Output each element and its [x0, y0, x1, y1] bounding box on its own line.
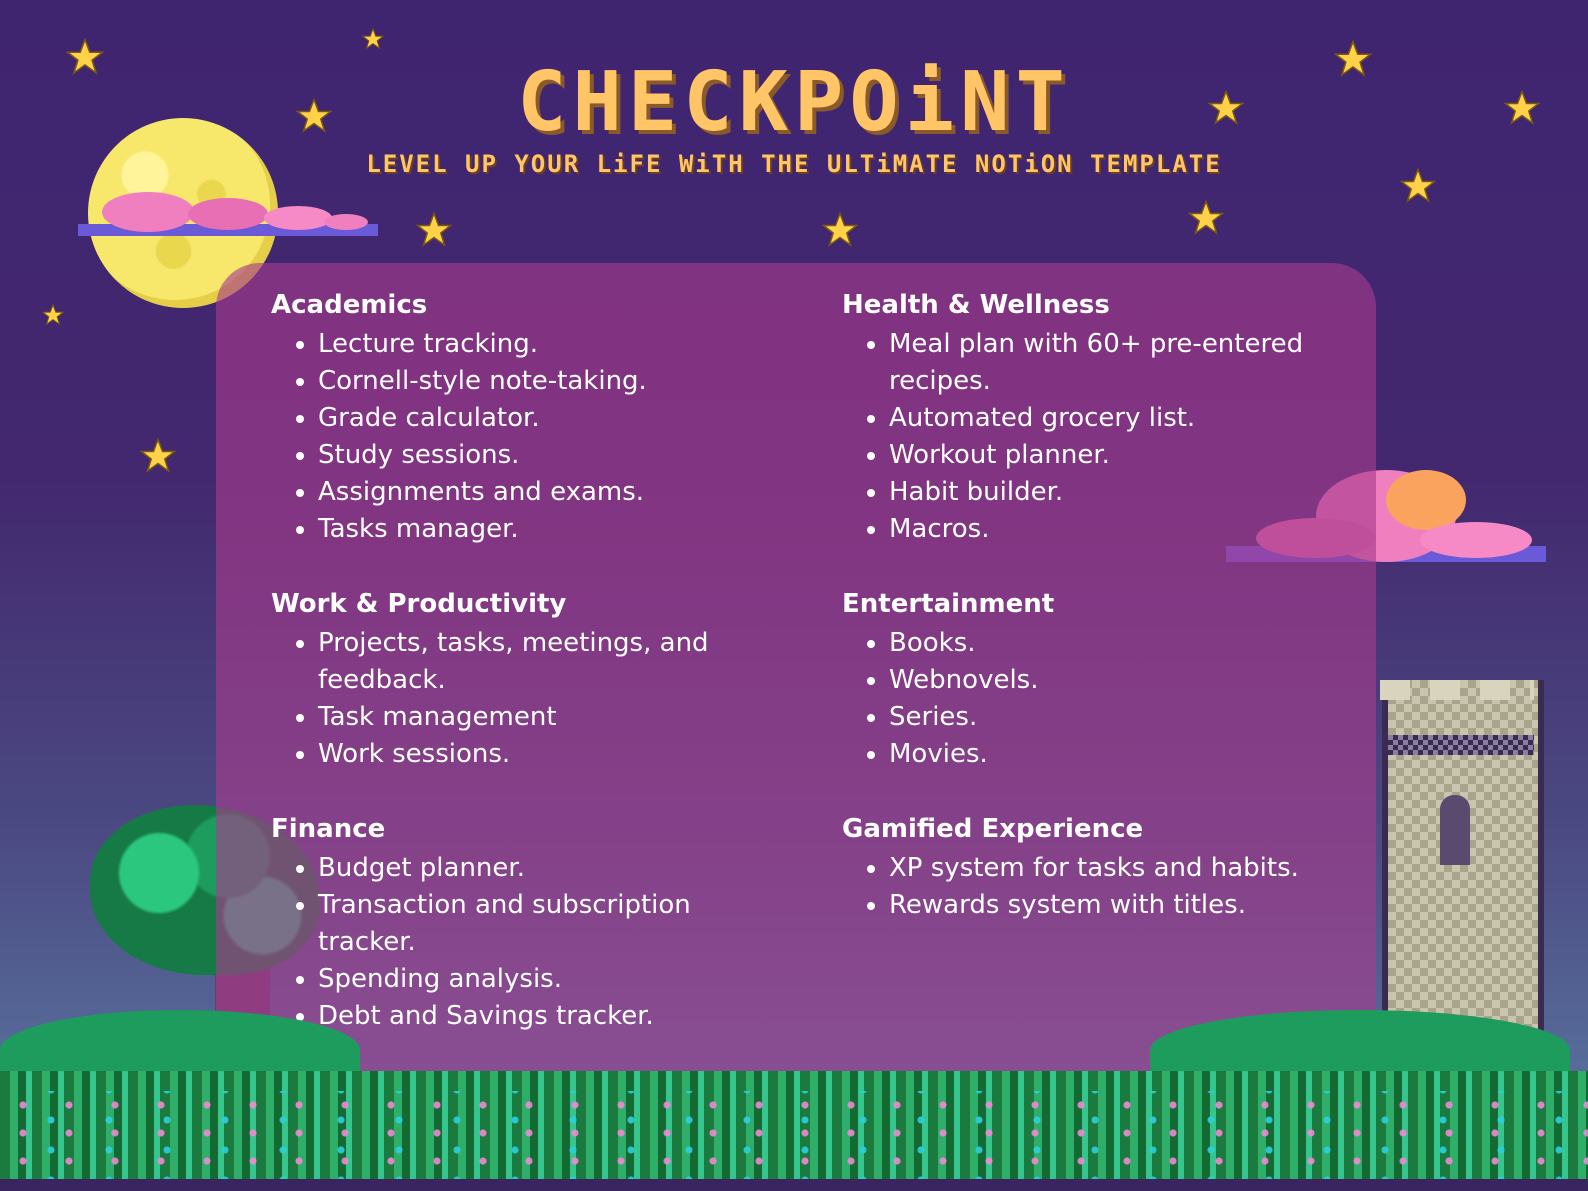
list-item: • Series. — [889, 699, 1362, 736]
feature-list — [271, 850, 718, 1035]
list-item: • Transaction and subscription tracker. — [318, 887, 718, 961]
list-item: • Movies. — [889, 736, 1362, 773]
section-title: Academics — [271, 290, 428, 320]
section-title: Gamified Experience — [842, 814, 1144, 844]
list-item: • XP system for tasks and habits. — [889, 850, 1362, 887]
flower-dots — [0, 1091, 1588, 1181]
star-icon — [416, 212, 452, 248]
list-item: • Automated grocery list. — [889, 400, 1309, 437]
page-title: CHECKPOiNT — [517, 55, 1071, 150]
section-title: Finance — [271, 814, 386, 844]
star-icon — [140, 438, 176, 474]
tower-band — [1388, 735, 1534, 755]
list-item: • Assignments and exams. — [318, 474, 791, 511]
list-item: • Workout planner. — [889, 437, 1309, 474]
section-entertainment — [842, 587, 1362, 773]
star-icon — [362, 28, 384, 50]
star-icon — [1188, 200, 1224, 236]
list-item: • Meal plan with 60+ pre-entered recipes. — [889, 326, 1309, 400]
section-health — [842, 288, 1362, 548]
section-title: Work & Productivity — [271, 589, 567, 619]
list-item: • Books. — [889, 625, 1362, 662]
feature-list — [842, 326, 1309, 548]
section-finance — [271, 812, 791, 1035]
page-subtitle: LEVEL UP YOUR LiFE WiTH THE ULTiMATE NOTiON TEMPLATE — [366, 150, 1222, 178]
star-icon — [822, 212, 858, 248]
list-item: • Study sessions. — [318, 437, 791, 474]
list-item: • Task management — [318, 699, 718, 736]
cloud-icon — [78, 178, 378, 240]
list-item: • Spending analysis. — [318, 961, 718, 998]
section-gamified — [842, 812, 1362, 924]
tower-crenel — [1380, 680, 1534, 700]
list-item: • Cornell-style note-taking. — [318, 363, 791, 400]
section-work — [271, 587, 791, 773]
left-column — [271, 288, 791, 1073]
section-academics — [271, 288, 791, 548]
right-column — [842, 288, 1362, 962]
list-item: • Tasks manager. — [318, 511, 791, 548]
list-item: • Lecture tracking. — [318, 326, 791, 363]
feature-list — [271, 625, 718, 773]
list-item: • Habit builder. — [889, 474, 1309, 511]
feature-list — [271, 326, 791, 548]
star-icon — [42, 304, 64, 326]
feature-list — [842, 625, 1362, 773]
list-item: • Rewards system with titles. — [889, 887, 1362, 924]
ground-base — [0, 1179, 1588, 1191]
list-item: • Work sessions. — [318, 736, 718, 773]
list-item: • Budget planner. — [318, 850, 718, 887]
list-item: • Projects, tasks, meetings, and feedback. — [318, 625, 718, 699]
list-item: • Grade calculator. — [318, 400, 791, 437]
tower-window — [1440, 795, 1470, 865]
section-title: Health & Wellness — [842, 290, 1110, 320]
list-item: • Debt and Savings tracker. — [318, 998, 718, 1035]
list-item: • Macros. — [889, 511, 1309, 548]
list-item: • Webnovels. — [889, 662, 1362, 699]
section-title: Entertainment — [842, 589, 1055, 619]
feature-list — [842, 850, 1362, 924]
